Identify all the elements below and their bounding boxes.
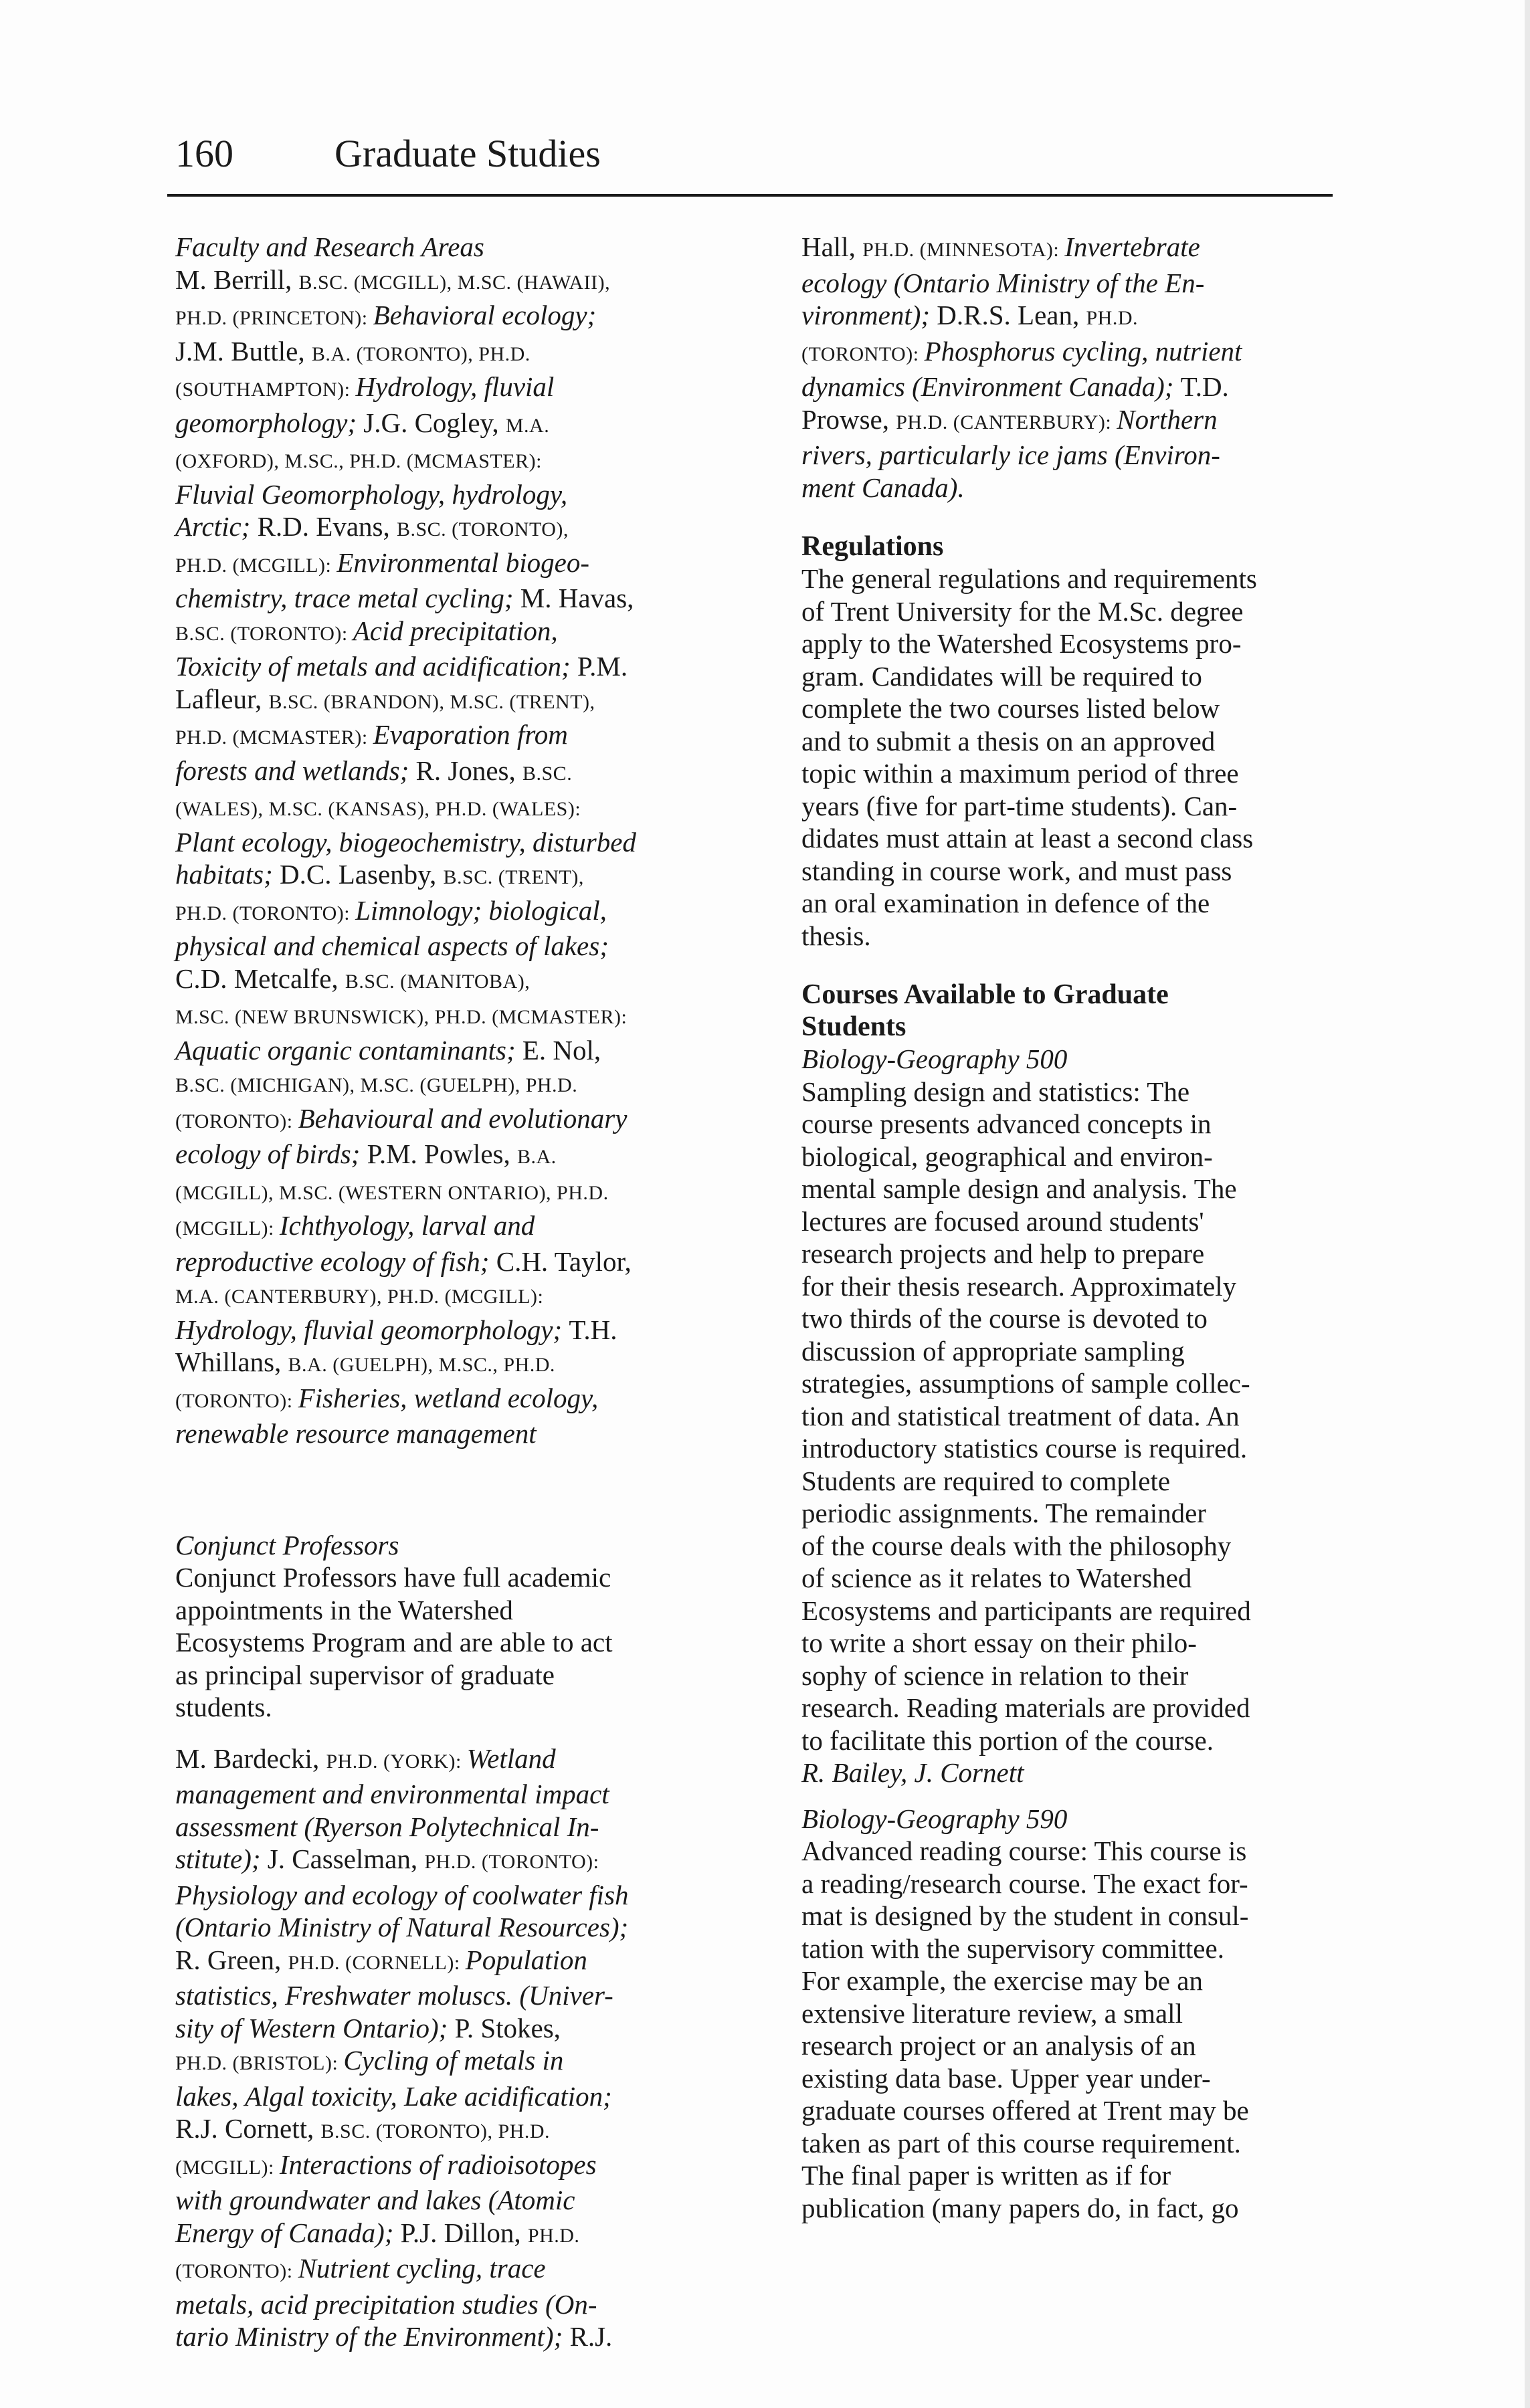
course-title-500: Biology-Geography 500 xyxy=(801,1043,1068,1074)
text-line xyxy=(175,1346,752,1382)
page-edge-shadow xyxy=(1525,0,1530,2408)
text-line: biological, geographical and environ- xyxy=(801,1140,1213,1172)
research-area-text: metals, acid precipitation studies (On- xyxy=(175,2288,597,2320)
degree-text: B.SC. xyxy=(522,762,573,785)
text-line: Ecosystems Program and are able to act xyxy=(175,1627,613,1658)
conjunct-list xyxy=(175,1742,752,2353)
degree-text: B.SC. (MCGILL), M.SC. (HAWAII), xyxy=(298,271,611,294)
text-line xyxy=(801,439,1377,472)
text-line xyxy=(175,790,752,826)
text-line: of the course deals with the philosophy xyxy=(801,1530,1232,1561)
spacer xyxy=(175,1724,752,1742)
text-line: extensive literature review, a small xyxy=(801,1997,1183,2029)
text-line xyxy=(175,335,752,371)
degree-text: (SOUTHAMPTON): xyxy=(175,379,356,401)
research-area-text: ecology (Ontario Ministry of the En- xyxy=(801,267,1205,298)
text-line: complete the two courses listed below xyxy=(801,693,1220,724)
text-line: of science as it relates to Watershed xyxy=(801,1563,1192,1593)
research-area-text: Ichthyology, larval and xyxy=(279,1210,535,1241)
conjunct-list-continued xyxy=(801,231,1377,504)
person-name: P.M. Powles, xyxy=(367,1138,517,1169)
text-line xyxy=(801,267,1377,300)
person-name: Whillans, xyxy=(175,1346,288,1377)
research-area-text: ecology of birds; xyxy=(175,1138,367,1169)
spacer xyxy=(175,1450,752,1529)
research-area-text: Behavioural and evolutionary xyxy=(298,1102,628,1134)
text-line xyxy=(801,371,1377,403)
research-area-text: Cycling of metals in xyxy=(343,2045,564,2076)
research-area-text: stitute); xyxy=(175,1843,268,1874)
text-line xyxy=(175,1138,752,1174)
person-name: R.J. Cornett, xyxy=(175,2113,321,2144)
research-area-text: Toxicity of metals and acidification; xyxy=(175,651,577,682)
text-line: discussion of appropriate sampling xyxy=(801,1335,1185,1367)
research-area-text: physical and chemical aspects of lakes; xyxy=(175,930,609,961)
conjunct-intro xyxy=(175,1561,752,1724)
research-area-text: Phosphorus cycling, nutrient xyxy=(924,335,1242,367)
research-area-text: lakes, Algal toxicity, Lake acidification; xyxy=(175,2080,612,2112)
degree-text: B.SC. (MANITOBA), xyxy=(345,970,531,993)
person-name: C.D. Metcalfe, xyxy=(175,963,345,994)
degree-text: (MCGILL), M.SC. (WESTERN ONTARIO), PH.D. xyxy=(175,1181,609,1204)
degree-text: PH.D. (TORONTO): xyxy=(424,1851,599,1873)
text-line xyxy=(175,2012,752,2045)
text-line: as principal supervisor of graduate xyxy=(175,1659,555,1690)
degree-text: B.A. xyxy=(516,1146,557,1168)
text-line xyxy=(175,1102,752,1138)
text-line: for their thesis research. Approximately xyxy=(801,1270,1237,1302)
text-line: mental sample design and analysis. The xyxy=(801,1173,1237,1204)
text-line: didates must attain at least a second class xyxy=(801,823,1254,854)
person-name: D.C. Lasenby, xyxy=(280,859,444,890)
research-area-text: Interactions of radioisotopes xyxy=(279,2148,597,2180)
research-area-text: Hydrology, fluvial xyxy=(355,371,555,402)
text-line xyxy=(175,2044,752,2080)
degree-text: B.A. (GUELPH), M.SC., PH.D. xyxy=(288,1354,555,1376)
research-area-text: Evaporation from xyxy=(373,719,568,750)
text-line: For example, the exercise may be an xyxy=(801,1965,1203,1996)
text-line xyxy=(175,1278,752,1314)
text-line xyxy=(175,1911,752,1944)
text-line: and to submit a thesis on an approved xyxy=(801,725,1216,757)
degree-text: (TORONTO): xyxy=(801,342,925,365)
research-area-text: Wetland xyxy=(466,1742,556,1774)
text-line xyxy=(175,858,752,894)
course-instructors-500: R. Bailey, J. Cornett xyxy=(801,1757,1024,1788)
research-area-text: dynamics (Environment Canada); xyxy=(801,371,1181,402)
text-line: gram. Candidates will be required to xyxy=(801,660,1202,692)
research-area-text: reproductive ecology of fish; xyxy=(175,1245,496,1277)
text-line xyxy=(175,1034,752,1067)
spacer xyxy=(801,952,1377,979)
research-area-text: Northern xyxy=(1117,403,1218,435)
text-line xyxy=(175,1066,752,1102)
text-line: an oral examination in defence of the xyxy=(801,888,1210,918)
research-area-text: Aquatic organic contaminants; xyxy=(175,1034,522,1066)
text-line: sophy of science in relation to their xyxy=(801,1660,1189,1691)
text-line xyxy=(175,1843,752,1879)
research-area-text: with groundwater and lakes (Atomic xyxy=(175,2185,575,2215)
text-line xyxy=(175,2112,752,2148)
degree-text: (OXFORD), M.SC., PH.D. (MCMASTER): xyxy=(175,450,542,472)
text-line xyxy=(175,264,752,300)
research-area-text: Energy of Canada); xyxy=(175,2217,401,2248)
research-area-text: Fisheries, wetland ecology, xyxy=(298,1382,599,1413)
research-area-text: Acid precipitation, xyxy=(353,615,558,646)
text-line: Students xyxy=(801,1011,906,1042)
text-line: strategies, assumptions of sample collec- xyxy=(801,1368,1250,1399)
text-line: standing in course work, and must pass xyxy=(801,855,1232,886)
course-description-590 xyxy=(801,1835,1377,2224)
research-area-text: tario Ministry of the Environment); xyxy=(175,2321,570,2352)
text-line xyxy=(801,472,1377,504)
research-area-text: (Ontario Ministry of Natural Resources); xyxy=(175,1912,629,1942)
person-name: P.J. Dillon, xyxy=(400,2217,528,2248)
degree-text: (TORONTO): xyxy=(175,1110,298,1132)
text-line: a reading/research course. The exact for- xyxy=(801,1868,1248,1899)
research-area-text: Hydrology, fluvial geomorphology; xyxy=(175,1314,569,1345)
degree-text: PH.D. (TORONTO): xyxy=(175,902,356,924)
text-line xyxy=(175,1879,752,1912)
text-line xyxy=(175,930,752,963)
degree-text: PH.D. (BRISTOL): xyxy=(175,2052,344,2074)
person-name: D.R.S. Lean, xyxy=(937,300,1086,330)
text-line xyxy=(175,650,752,683)
regulations-text xyxy=(801,563,1377,952)
text-line xyxy=(175,894,752,930)
degree-text: PH.D. (YORK): xyxy=(326,1750,467,1773)
research-area-text: chemistry, trace metal cycling; xyxy=(175,583,520,613)
text-line: students. xyxy=(175,1692,272,1722)
degree-text: M.A. (CANTERBURY), PH.D. (MCGILL): xyxy=(175,1286,544,1308)
degree-text: PH.D. (CANTERBURY): xyxy=(896,411,1117,433)
text-line xyxy=(175,1742,752,1779)
text-line: course presents advanced concepts in xyxy=(801,1108,1212,1139)
text-line xyxy=(175,963,752,999)
text-line: Advanced reading course: This course is xyxy=(801,1835,1247,1866)
text-line: research. Reading materials are provided xyxy=(801,1692,1250,1723)
text-line: Conjunct Professors have full academic xyxy=(175,1562,611,1593)
text-line: appointments in the Watershed xyxy=(175,1594,513,1625)
person-name: T.H. xyxy=(569,1314,617,1345)
research-area-text: Nutrient cycling, trace xyxy=(298,2253,546,2284)
text-line: two thirds of the course is devoted to xyxy=(801,1303,1208,1334)
text-line xyxy=(175,1174,752,1210)
person-name: P. Stokes, xyxy=(454,2012,561,2043)
text-line: periodic assignments. The remainder xyxy=(801,1498,1206,1528)
text-line: tation with the supervisory committee. xyxy=(801,1932,1224,1964)
text-line xyxy=(801,231,1377,267)
research-area-text: Behavioral ecology; xyxy=(373,300,597,330)
spacer xyxy=(801,504,1377,530)
text-line xyxy=(175,1979,752,2012)
degree-text: M.A. xyxy=(505,414,550,437)
person-name: J. Casselman, xyxy=(267,1843,425,1874)
text-line xyxy=(175,755,752,791)
text-line xyxy=(175,2217,752,2253)
person-name: E. Nol, xyxy=(522,1034,601,1066)
degree-text: M.SC. (NEW BRUNSWICK), PH.D. (MCMASTER): xyxy=(175,1006,628,1028)
research-area-text: Physiology and ecology of coolwater fish xyxy=(175,1879,629,1910)
running-title: Graduate Studies xyxy=(334,132,601,175)
degree-text: (TORONTO): xyxy=(175,1389,298,1412)
text-line: Ecosystems and participants are required xyxy=(801,1595,1251,1626)
degree-text: B.A. (TORONTO), PH.D. xyxy=(311,342,531,365)
person-name: M. Havas, xyxy=(520,583,634,613)
research-area-text: ment Canada). xyxy=(801,472,965,503)
text-line xyxy=(175,299,752,335)
text-line: graduate courses offered at Trent may be xyxy=(801,2095,1249,2126)
degree-text: B.SC. (TORONTO), xyxy=(396,518,569,540)
text-line xyxy=(175,2080,752,2113)
research-area-text: renewable resource management xyxy=(175,1418,537,1449)
text-line xyxy=(175,371,752,407)
header-rule xyxy=(167,194,1333,197)
research-area-text: Fluvial Geomorphology, hydrology, xyxy=(175,478,568,510)
degree-text: (MCGILL): xyxy=(175,1217,280,1239)
text-line xyxy=(175,1944,752,1980)
text-line: to write a short essay on their philo- xyxy=(801,1627,1197,1658)
page-number: 160 xyxy=(175,132,233,175)
text-line xyxy=(175,478,752,511)
text-line xyxy=(175,2252,752,2288)
research-area-text: Limnology; biological, xyxy=(355,894,607,926)
text-line: introductory statistics course is required. xyxy=(801,1433,1248,1464)
research-area-text: Invertebrate xyxy=(1064,231,1200,262)
person-name: R. Green, xyxy=(175,1944,288,1975)
degree-text: B.SC. (TORONTO): xyxy=(175,622,353,645)
text-line xyxy=(801,403,1377,439)
research-area-text: forests and wetlands; xyxy=(175,755,416,786)
research-area-text: Arctic; xyxy=(175,511,258,542)
text-line xyxy=(175,582,752,615)
text-line xyxy=(175,1245,752,1278)
research-area-text: Environmental biogeo- xyxy=(337,546,589,578)
text-line xyxy=(175,546,752,583)
text-line xyxy=(175,407,752,443)
degree-text: PH.D. xyxy=(1086,307,1138,329)
person-name: R.D. Evans, xyxy=(257,511,397,542)
course-title-590: Biology-Geography 590 xyxy=(801,1803,1068,1834)
degree-text: PH.D. (MCGILL): xyxy=(175,554,337,577)
text-line xyxy=(175,1382,752,1418)
research-area-text: sity of Western Ontario); xyxy=(175,2012,455,2043)
person-name: Lafleur, xyxy=(175,683,269,714)
text-line: years (five for part-time students). Can- xyxy=(801,790,1238,821)
text-line xyxy=(175,1314,752,1346)
person-name: M. Bardecki, xyxy=(175,1742,326,1774)
text-line: The general regulations and requirements xyxy=(801,563,1257,594)
text-line xyxy=(175,1209,752,1245)
text-line xyxy=(175,442,752,478)
research-area-text: management and environmental impact xyxy=(175,1779,609,1809)
person-name: P.M. xyxy=(577,651,628,682)
text-line xyxy=(175,1778,752,1811)
person-name: Prowse, xyxy=(801,403,896,435)
text-line: research projects and help to prepare xyxy=(801,1238,1205,1269)
degree-text: B.SC. (MICHIGAN), M.SC. (GUELPH), PH.D. xyxy=(175,1074,578,1096)
text-line: Students are required to complete xyxy=(801,1465,1171,1496)
text-line: The final paper is written as if for xyxy=(801,2160,1171,2191)
text-line: to facilitate this portion of the course. xyxy=(801,1724,1214,1756)
degree-text: (MCGILL): xyxy=(175,2156,280,2179)
faculty-heading: Faculty and Research Areas xyxy=(175,231,484,262)
text-line: thesis. xyxy=(801,920,871,951)
degree-text: B.SC. (TORONTO), PH.D. xyxy=(320,2120,550,2142)
degree-text: PH.D. (MINNESOTA): xyxy=(862,239,1065,261)
research-area-text: assessment (Ryerson Polytechnical In- xyxy=(175,1811,599,1842)
research-area-text: habitats; xyxy=(175,859,280,890)
text-line xyxy=(175,1811,752,1843)
person-name: R.J. xyxy=(569,2321,613,2352)
text-line: of Trent University for the M.Sc. degree xyxy=(801,595,1244,627)
research-area-text: Plant ecology, biogeochemistry, disturbed xyxy=(175,826,636,858)
text-line xyxy=(801,299,1377,335)
person-name: C.H. Taylor, xyxy=(496,1245,632,1277)
person-name: T.D. xyxy=(1180,371,1229,402)
degree-text: (TORONTO): xyxy=(175,2260,298,2282)
regulations-heading: Regulations xyxy=(801,531,944,562)
spacer xyxy=(801,1789,1377,1803)
research-area-text: statistics, Freshwater moluscs. (Univer- xyxy=(175,1980,613,2011)
page-header xyxy=(175,127,1333,201)
person-name: J.M. Buttle, xyxy=(175,335,312,367)
text-line xyxy=(175,2288,752,2321)
degree-text: PH.D. xyxy=(527,2224,580,2247)
text-line: Courses Available to Graduate xyxy=(801,979,1169,1010)
text-line xyxy=(175,1417,752,1450)
text-line xyxy=(175,998,752,1034)
research-area-text: Population xyxy=(465,1944,587,1975)
text-line: apply to the Watershed Ecosystems pro- xyxy=(801,628,1242,659)
text-line: tion and statistical treatment of data. An xyxy=(801,1400,1240,1431)
person-name: J.G. Cogley, xyxy=(363,407,506,438)
text-line: taken as part of this course requirement. xyxy=(801,2127,1241,2159)
text-line: mat is designed by the student in consul- xyxy=(801,1900,1249,1931)
person-name: M. Berrill, xyxy=(175,264,299,295)
text-line xyxy=(801,335,1377,371)
text-line xyxy=(175,2320,752,2353)
degree-text: (WALES), M.SC. (KANSAS), PH.D. (WALES): xyxy=(175,798,581,820)
conjunct-heading: Conjunct Professors xyxy=(175,1529,399,1561)
degree-text: PH.D. (CORNELL): xyxy=(288,1951,466,1974)
person-name: R. Jones, xyxy=(415,755,522,786)
right-column xyxy=(801,231,1377,2224)
degree-text: B.SC. (BRANDON), M.SC. (TRENT), xyxy=(268,690,595,713)
research-area-text: vironment); xyxy=(801,300,937,330)
research-area-text: rivers, particularly ice jams (Environ- xyxy=(801,439,1220,470)
text-line: lectures are focused around students' xyxy=(801,1205,1204,1237)
text-line: publication (many papers do, in fact, go xyxy=(801,2192,1239,2223)
text-line: existing data base. Upper year under- xyxy=(801,2062,1211,2094)
degree-text: B.SC. (TRENT), xyxy=(443,866,584,888)
faculty-list xyxy=(175,264,752,1450)
text-line: Sampling design and statistics: The xyxy=(801,1076,1190,1107)
text-line xyxy=(175,510,752,546)
text-line xyxy=(175,826,752,859)
course-description-500 xyxy=(801,1076,1377,1757)
courses-heading xyxy=(801,979,1377,1043)
text-line xyxy=(175,2184,752,2217)
text-line xyxy=(175,2148,752,2185)
left-column xyxy=(175,231,752,2353)
text-line xyxy=(175,615,752,651)
degree-text: PH.D. (MCMASTER): xyxy=(175,726,373,748)
person-name: Hall, xyxy=(801,231,863,262)
text-line: topic within a maximum period of three xyxy=(801,758,1239,789)
text-line xyxy=(175,683,752,719)
research-area-text: geomorphology; xyxy=(175,407,364,438)
text-line: research project or an analysis of an xyxy=(801,2030,1196,2061)
text-line xyxy=(175,718,752,755)
degree-text: PH.D. (PRINCETON): xyxy=(175,307,373,329)
